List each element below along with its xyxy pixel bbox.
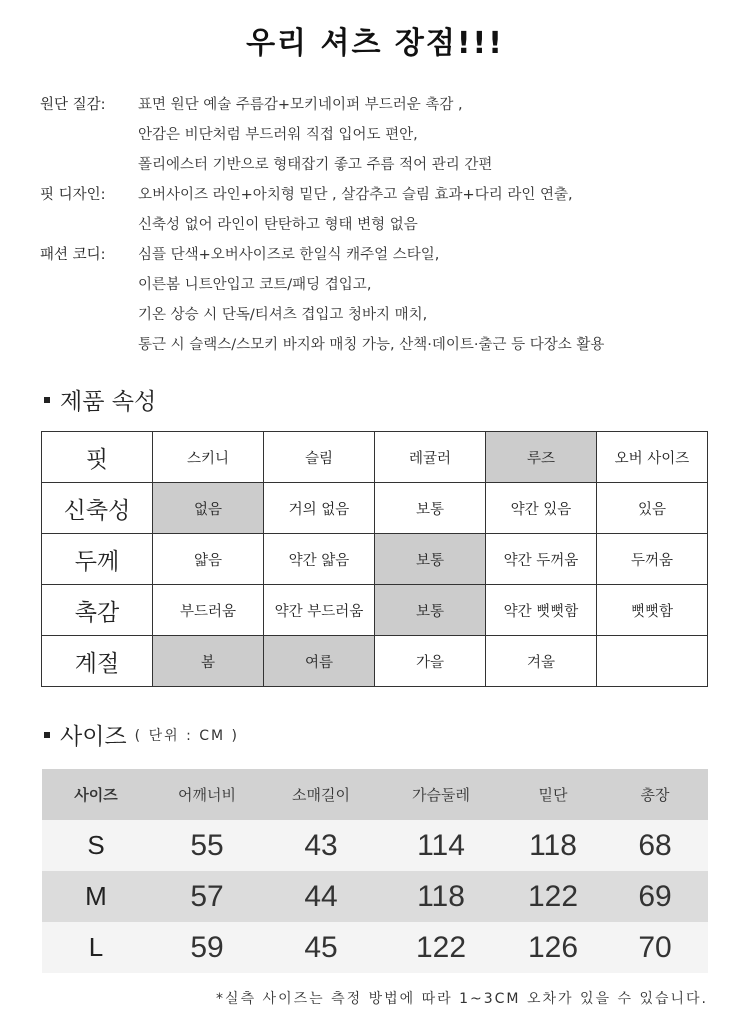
- attribute-option: 약간 두꺼움: [486, 534, 597, 585]
- size-value-cell: 43: [304, 828, 338, 862]
- attribute-option: 없음: [153, 483, 264, 534]
- size-header-cell: 총장: [640, 786, 670, 804]
- attribute-option: 뻣뻣함: [597, 585, 708, 636]
- attribute-option: 약간 부드러움: [264, 585, 375, 636]
- attribute-row: [42, 483, 708, 534]
- feature-label: 패션 코디:: [40, 247, 106, 263]
- size-title: 사이즈: [60, 724, 127, 750]
- footnote: *실측 사이즈는 측정 방법에 따라 1~3CM 오차가 있을 수 있습니다.: [216, 991, 708, 1007]
- size-header-cell: 어깨너비: [178, 786, 236, 804]
- attribute-label: 촉감: [42, 585, 153, 636]
- attribute-option: 오버 사이즈: [597, 432, 708, 483]
- attribute-row: [42, 534, 708, 585]
- square-bullet-icon: [44, 397, 50, 403]
- attribute-option: 스키니: [153, 432, 264, 483]
- feature-list: [40, 90, 730, 360]
- feature-styling: [40, 240, 730, 360]
- size-table: [42, 769, 708, 973]
- feature-line: 폴리에스터 기반으로 형태잡기 좋고 주름 적어 관리 간편: [138, 157, 493, 173]
- attribute-option: 여름: [264, 636, 375, 687]
- feature-label: 핏 디자인:: [40, 187, 106, 203]
- attribute-table: [41, 431, 708, 687]
- attribute-option: 루즈: [486, 432, 597, 483]
- attribute-option: 얇음: [153, 534, 264, 585]
- size-label-cell: S: [87, 830, 105, 860]
- attribute-option: 약간 뻣뻣함: [486, 585, 597, 636]
- page-title: 우리 셔츠 장점!!!: [246, 26, 504, 61]
- size-header-cell: 밑단: [538, 786, 568, 804]
- size-value-cell: 122: [527, 879, 579, 913]
- attribute-label: 두께: [42, 534, 153, 585]
- size-value-cell: 126: [527, 930, 579, 964]
- attribute-option: 레귤러: [375, 432, 486, 483]
- size-value-cell: 70: [638, 930, 672, 964]
- feature-line: 통근 시 슬랙스/스모키 바지와 매칭 가능, 산책·데이트·출근 등 다장소 활용: [138, 337, 605, 353]
- attribute-row: [42, 585, 708, 636]
- size-value-cell: 122: [415, 930, 467, 964]
- size-unit: ( 단위 : CM ): [134, 727, 240, 744]
- attributes-title: 제품 속성: [60, 389, 157, 415]
- size-value-cell: 59: [190, 930, 224, 964]
- attribute-option: [597, 636, 708, 687]
- size-value-cell: 45: [304, 930, 338, 964]
- attribute-row: [42, 636, 708, 687]
- size-value-cell: 68: [638, 828, 672, 862]
- attribute-option: 거의 없음: [264, 483, 375, 534]
- size-value-cell: 114: [417, 828, 465, 862]
- size-header-cell: 사이즈: [74, 786, 118, 804]
- feature-fabric: [40, 90, 730, 180]
- attribute-option: 약간 얇음: [264, 534, 375, 585]
- feature-line: 심플 단색+오버사이즈로 한일식 캐주얼 스타일,: [138, 247, 440, 263]
- size-value-cell: 118: [529, 828, 577, 862]
- attribute-option: 두꺼움: [597, 534, 708, 585]
- attribute-option: 겨울: [486, 636, 597, 687]
- attribute-row: [42, 432, 708, 483]
- attribute-option: 봄: [153, 636, 264, 687]
- attribute-label: 신축성: [42, 483, 153, 534]
- size-value-cell: 44: [304, 879, 338, 913]
- attribute-option: 부드러움: [153, 585, 264, 636]
- square-bullet-icon: [44, 732, 50, 738]
- size-header-cell: 가슴둘레: [412, 786, 470, 804]
- attribute-option: 가을: [375, 636, 486, 687]
- size-table-row: [42, 820, 708, 871]
- feature-line: 오버사이즈 라인+아치형 밑단 , 살감추고 슬림 효과+다리 라인 연출,: [138, 187, 573, 203]
- attribute-option: 있음: [597, 483, 708, 534]
- attribute-option: 보통: [375, 585, 486, 636]
- attribute-label: 계절: [42, 636, 153, 687]
- size-label-cell: M: [85, 881, 107, 911]
- feature-fit: [40, 180, 730, 240]
- size-table-header: [42, 769, 708, 820]
- attribute-option: 보통: [375, 483, 486, 534]
- size-header-cell: 소매길이: [292, 786, 350, 804]
- size-value-cell: 57: [190, 879, 224, 913]
- size-value-cell: 69: [638, 879, 672, 913]
- feature-line: 이른봄 니트안입고 코트/패딩 겹입고,: [138, 277, 372, 293]
- feature-line: 표면 원단 예술 주름감+모키네이퍼 부드러운 촉감 ,: [138, 97, 463, 113]
- size-value-cell: 55: [190, 828, 224, 862]
- attributes-heading: [44, 383, 156, 416]
- size-table-row: [42, 871, 708, 922]
- size-value-cell: 118: [417, 879, 465, 913]
- attribute-option: 슬림: [264, 432, 375, 483]
- size-heading: [44, 718, 239, 751]
- feature-label: 원단 질감:: [40, 97, 106, 113]
- size-label-cell: L: [88, 932, 104, 962]
- feature-line: 신축성 없어 라인이 탄탄하고 형태 변형 없음: [138, 217, 418, 233]
- feature-line: 기온 상승 시 단독/티셔츠 겹입고 청바지 매치,: [138, 307, 428, 323]
- size-table-row: [42, 922, 708, 973]
- feature-line: 안감은 비단처럼 부드러워 직접 입어도 편안,: [138, 127, 418, 143]
- attribute-option: 보통: [375, 534, 486, 585]
- attribute-label: 핏: [42, 432, 153, 483]
- attribute-option: 약간 있음: [486, 483, 597, 534]
